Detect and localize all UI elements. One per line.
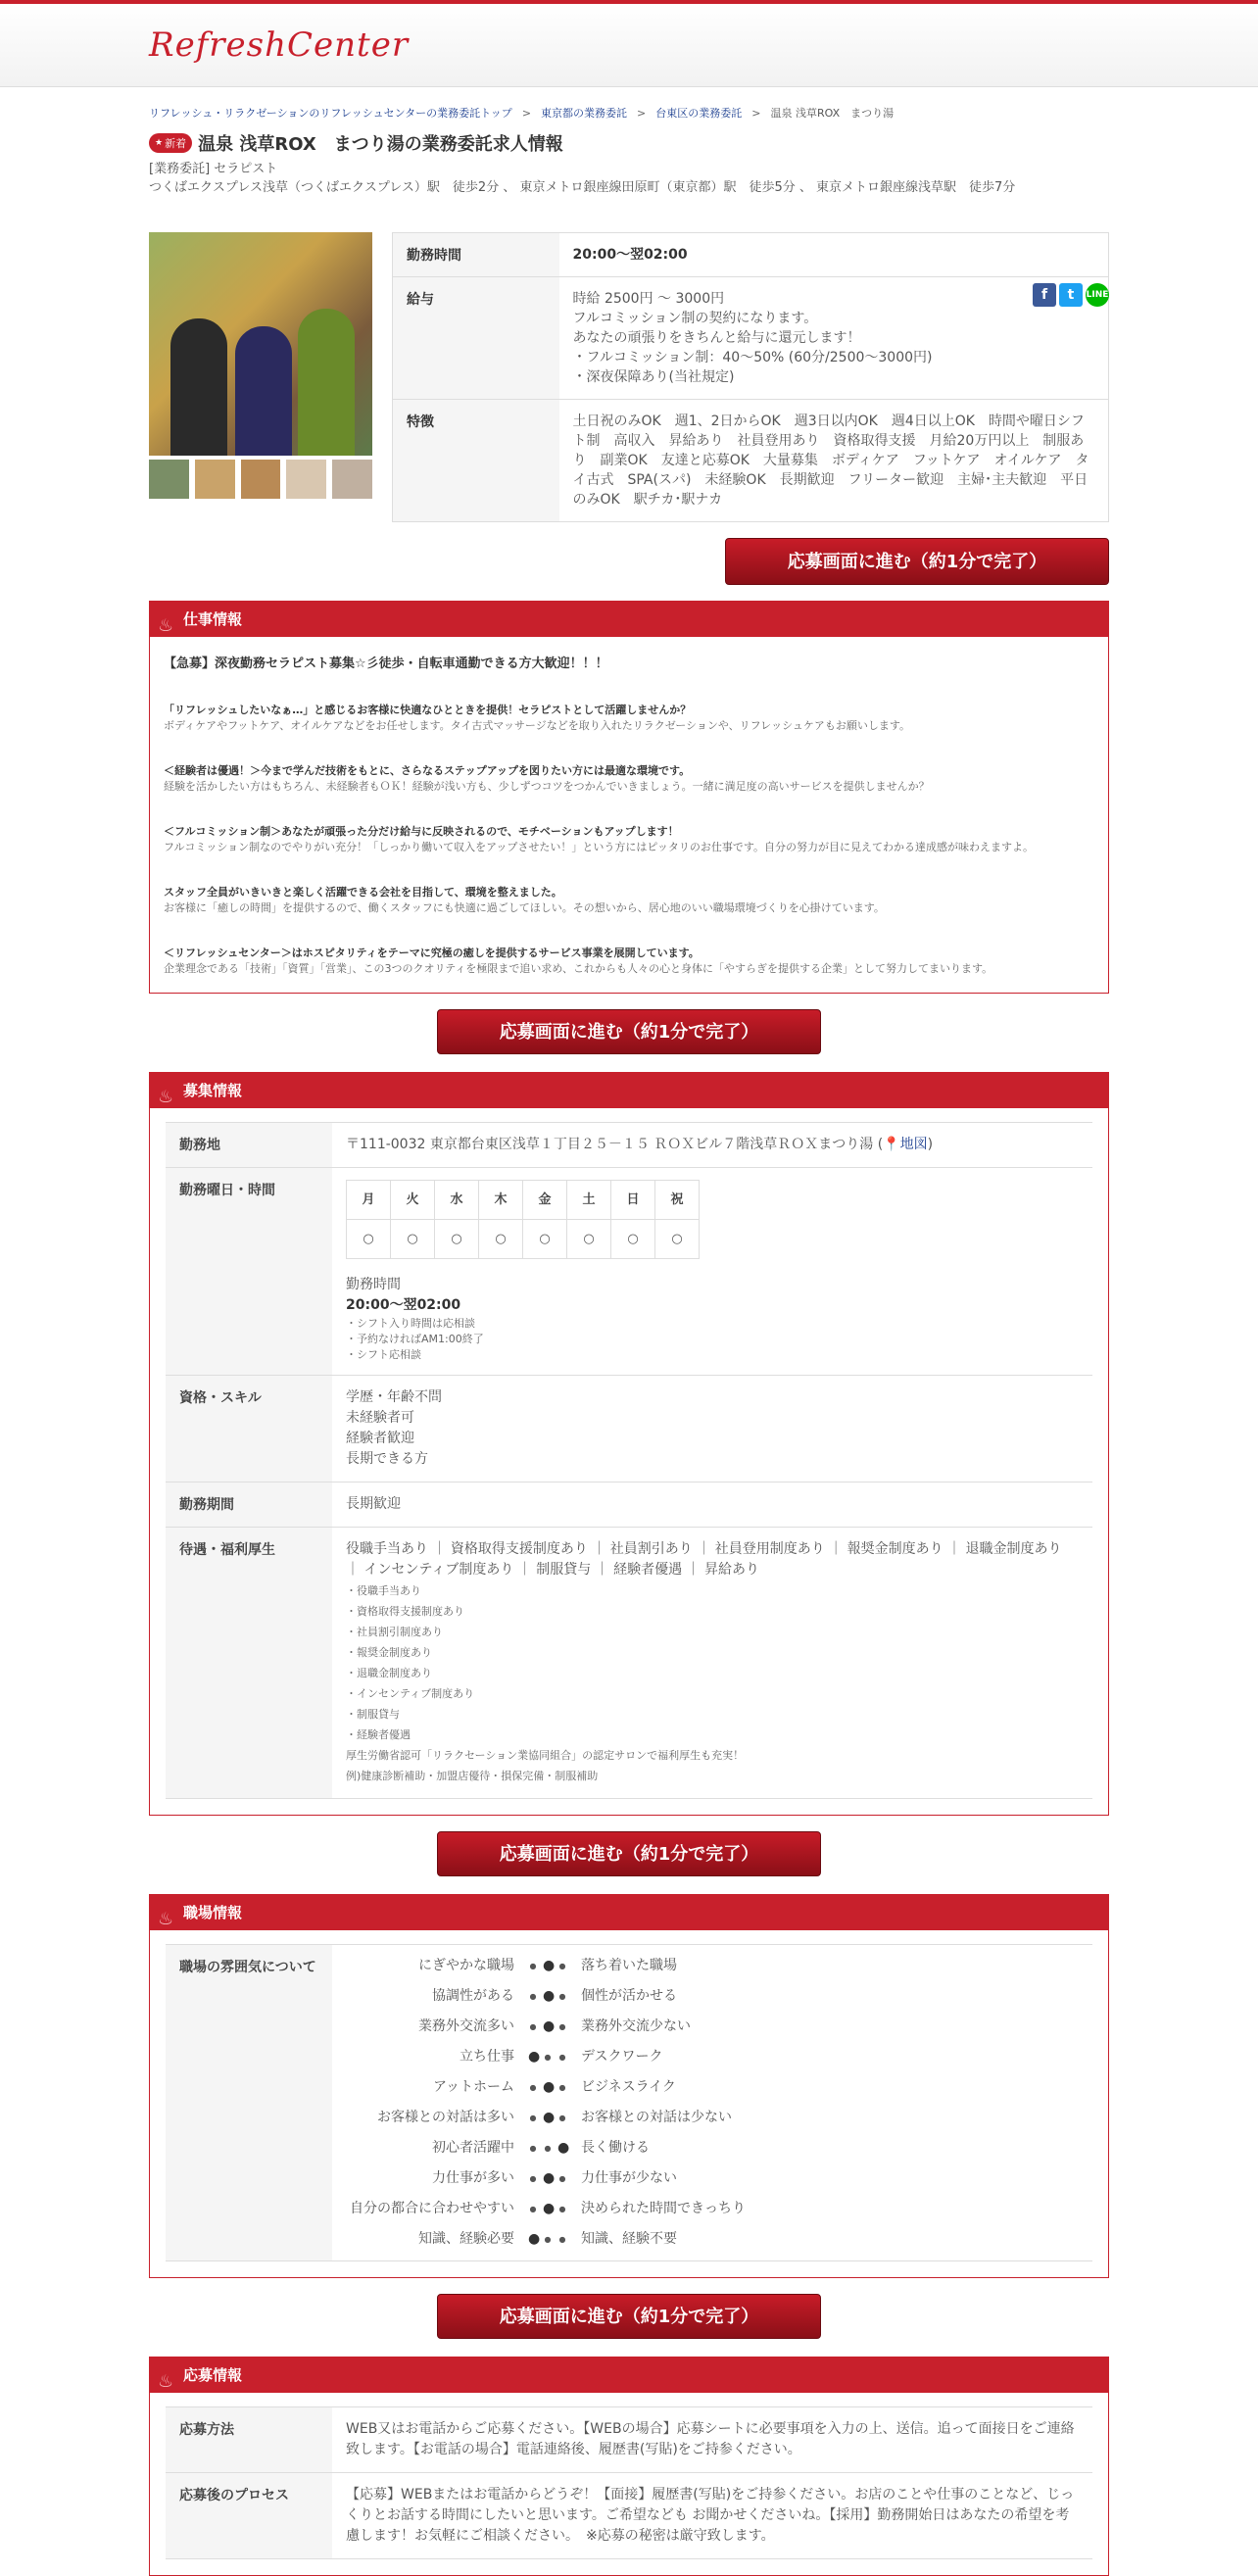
new-badge: ★ 新着 (149, 133, 192, 153)
atmosphere-right-label: 力仕事が少ない (581, 2170, 677, 2186)
dot-selected-icon: ● (543, 2170, 556, 2186)
atmosphere-left-label: 知識、経験必要 (418, 2231, 514, 2247)
hours-title: 勤務時間 (346, 1277, 401, 1292)
atmosphere-row (346, 2103, 1079, 2133)
dot-icon: ● (529, 2083, 537, 2092)
apply-button-job[interactable]: 応募画面に進む（約1分で完了） (437, 1009, 821, 1054)
job-info-section (149, 601, 1109, 994)
apply-button-top[interactable]: 応募画面に進む（約1分で完了） (725, 538, 1109, 585)
dot-selected-icon: ● (528, 2049, 541, 2065)
dot-icon: ● (529, 2174, 537, 2183)
section-icon: ♨ (158, 1087, 174, 1107)
atmosphere-dots (514, 1986, 581, 2007)
atmosphere-right-label: デスクワーク (581, 2049, 663, 2065)
atmosphere-left-label: 立ち仕事 (460, 2049, 514, 2065)
thumbnail-1[interactable] (149, 460, 189, 499)
breadcrumb: リフレッシュ・リラクゼーションのリフレッシュセンターの業務委託トップ > 東京都の業務委託 > 台東区の業務委託 > 温泉 浅草ROX まつり湯 (149, 107, 895, 120)
thumbnail-4[interactable] (286, 460, 326, 499)
skill-value: 学歴・年齢不問 未経験者可 経験者歓迎 長期できる方 (332, 1376, 1092, 1482)
access-info: つくばエクスプレス浅草（つくばエクスプレス）駅 徒歩2分 、 東京メトロ銀座線田原町（東京都）駅 徒歩5分 、 東京メトロ銀座線浅草駅 徒歩7分 (149, 180, 1016, 195)
dot-icon: ● (558, 2053, 566, 2062)
dot-selected-icon: ● (528, 2231, 541, 2247)
atmosphere-dots (514, 2077, 581, 2098)
atmosphere-left-label: 初心者活躍中 (432, 2140, 514, 2156)
dot-icon: ● (558, 1992, 566, 2001)
photo-gallery (149, 232, 372, 522)
pay-label: 給与 (393, 277, 559, 400)
method-label: 応募方法 (166, 2407, 332, 2473)
application-heading: ♨ 応募情報 (150, 2357, 1108, 2393)
job-category: [業務委託] セラピスト (149, 162, 278, 176)
dot-icon: ● (529, 2144, 537, 2153)
dot-icon: ● (558, 2114, 566, 2122)
atmosphere-label: 職場の雰囲気について (166, 1945, 332, 2261)
atmosphere-right-label: 個性が活かせる (581, 1988, 677, 2004)
atmosphere-right-label: お客様との対話は少ない (581, 2110, 732, 2125)
breadcrumb-top[interactable]: リフレッシュ・リラクゼーションのリフレッシュセンターの業務委託トップ (149, 107, 512, 120)
benefits-label: 待遇・福利厚生 (166, 1528, 332, 1799)
dot-icon: ● (544, 2235, 552, 2244)
breadcrumb-tokyo[interactable]: 東京都の業務委託 (541, 107, 628, 120)
dot-icon: ● (529, 2205, 537, 2213)
atmosphere-right-label: 長く働ける (581, 2140, 650, 2156)
site-header (0, 4, 1258, 87)
dot-icon: ● (558, 2205, 566, 2213)
thumbnail-5[interactable] (332, 460, 372, 499)
atmosphere-left-label: 自分の都合に合わせやすい (350, 2201, 514, 2216)
atmosphere-left-label: お客様との対話は多い (377, 2110, 514, 2125)
atmosphere-dots (514, 2229, 581, 2250)
atmosphere-dots (514, 2047, 581, 2067)
dot-selected-icon: ● (543, 2018, 556, 2034)
dot-icon: ● (558, 2022, 566, 2031)
atmosphere-right-label: 業務外交流少ない (581, 2018, 691, 2034)
atmosphere-dots (514, 1956, 581, 1976)
job-paragraph: ＜経験者は優遇！＞今まで学んだ技術をもとに、さらなるステップアップを図りたい方には最適な環境です。 経験を活かしたい方はもちろん、未経験者もＯＫ！経験が浅い方も、少しずつコツをつかんでいきましょう。一緒に満足度の高いサービスを提供しませんか？ (164, 764, 930, 793)
summary-table (392, 232, 1109, 522)
dot-icon: ● (529, 2114, 537, 2122)
dot-icon: ● (529, 2022, 537, 2031)
section-icon: ♨ (158, 1909, 174, 1929)
page-title: 温泉 浅草ROX まつり湯の業務委託求人情報 (198, 134, 563, 155)
breadcrumb-current: 温泉 浅草ROX まつり湯 (770, 107, 895, 120)
atmosphere-row (346, 1951, 1079, 1981)
period-value: 長期歓迎 (332, 1482, 1092, 1528)
atmosphere-dots (514, 2017, 581, 2037)
pay-value: 時給 2500円 ～ 3000円 フルコミッション制の契約になります。 あなたの頑張りをきちんと給与に還元します！ ・フルコミッション制：40～50% (60分/2500～3000円) ・深夜保障あり(当社規定) (559, 277, 1109, 400)
workplace-heading: ♨ 職場情報 (150, 1895, 1108, 1930)
section-icon: ♨ (158, 615, 174, 636)
apply-button-workplace[interactable]: 応募画面に進む（約1分で完了） (437, 2294, 821, 2339)
atmosphere-dots (514, 2108, 581, 2128)
line-icon[interactable]: LINE (1086, 283, 1109, 307)
site-logo[interactable]: RefreshCenter (149, 25, 410, 65)
period-label: 勤務期間 (166, 1482, 332, 1528)
dot-icon: ● (529, 1992, 537, 2001)
dot-selected-icon: ● (557, 2140, 570, 2156)
social-share (1033, 283, 1109, 307)
thumbnail-3[interactable] (241, 460, 281, 499)
weekday-table: 月 火 水 木 金 土 日 祝 ○ ○ ○ ○ ○ ○ ○ ○ (346, 1180, 700, 1259)
atmosphere-left-label: アットホーム (432, 2079, 514, 2095)
thumbnail-2[interactable] (195, 460, 235, 499)
benefits-value: 役職手当あり ｜ 資格取得支援制度あり ｜ 社員割引あり ｜ 社員登用制度あり ｜ 報奨金制度あり ｜ 退職金制度あり ｜ インセンティブ制度あり ｜ 制服貸与 ｜ 経験者優遇 ｜ 昇給あり ・役職手当あり ・資格取得支援制度あり ・社員割引制度あり ・報奨金制度あり ・退職金制度あり ・インセンティブ制度あり ・制服貸与 ・経験者優遇 厚生労働省認可「リラクセーション業協同組合」の認定サロンで福利厚生も充実！ 例)健康診断補助・加盟店優待・損保完備・制服補助 (332, 1528, 1092, 1799)
atmosphere-dots (514, 2138, 581, 2159)
atmosphere-row (346, 2012, 1079, 2042)
dot-icon: ● (558, 1962, 566, 1970)
atmosphere-right-label: 決められた時間できっちり (581, 2201, 746, 2216)
hours-time: 20:00～翌02:00 (346, 1297, 461, 1313)
dot-icon: ● (558, 2174, 566, 2183)
days-label: 勤務曜日・時間 (166, 1168, 332, 1376)
main-photo[interactable] (149, 232, 372, 456)
atmosphere-row (346, 2042, 1079, 2072)
recruit-section: ♨ 募集情報 勤務地 〒111-0032 東京都台東区浅草１丁目２５－１５ ＲＯＸビル７階浅草ＲＯＸまつり湯 (📍地図) 勤務曜日・時間 月 火 水 木 金 土 日 祝 ○ ○ ○ ○ ○ ○ ○ ○ 勤務時間 20:00～翌02:00 ・シフト入り時間は応相談 ・予約なければAM1:00終了 ・シフト応相談 資格・スキル 学歴・年齢不問 未経験者可 経験者歓迎 長期できる方 勤務期間 長期歓迎 待遇・福利厚生 役職手当あり ｜ 資格取得支援制度あり ｜ 社員割引あり ｜ 社員登用制度あり ｜ 報奨金制度あり ｜ 退職金制度あり ｜ インセンティブ制度あり ｜ 制服貸与 ｜ 経験者優遇 ｜ 昇給あり ・役職手当あり ・資格取得支援制度あり ・社員割引制度あり ・報奨金制度あり ・退職金制度あり ・インセンティブ制度あり ・制服貸与 ・経験者優遇 厚生労働省認可「リラクセーション業協同組合」の認定サロンで福利厚生も充実！ 例)健康診断補助・加盟店優待・損保完備・制服補助 (149, 1072, 1109, 1816)
process-label: 応募後のプロセス (166, 2473, 332, 2559)
map-pin-icon: 📍 (883, 1137, 900, 1152)
workplace-section (149, 1894, 1109, 2278)
process-value: 【応募】WEBまたはお電話からどうぞ！【面接】履歴書(写貼)をご持参ください。お店のことや仕事のことなど、じっくりとお話する時間にしたいと思います。ご希望なども お聞かせくださいね。【採用】勤務開始日はあなたの希望を考慮します！お気軽にご相談ください。 ※応募の秘密は厳守致します。 (332, 2473, 1092, 2559)
dot-selected-icon: ● (543, 1958, 556, 1973)
application-section (149, 2357, 1109, 2576)
dot-icon: ● (558, 2083, 566, 2092)
dot-icon: ● (558, 2235, 566, 2244)
job-paragraph: ＜リフレッシュセンター＞はホスピタリティをテーマに究極の癒しを提供するサービス事業を展開しています。 企業理念である「技術」「資質」「営業」、この3つのクオリティを極限まで追い求め、これからも人々の心と身体に「やすらぎを提供する企業」として努力してまいります。 (164, 947, 993, 975)
atmosphere-left-label: 業務外交流多い (418, 2018, 514, 2034)
breadcrumb-taito[interactable]: 台東区の業務委託 (655, 107, 743, 120)
hours-label: 勤務時間 (393, 233, 559, 277)
map-link[interactable]: 地図 (899, 1137, 928, 1152)
atmosphere-row (346, 2072, 1079, 2103)
hours-value: 20:00～翌02:00 (559, 233, 1109, 277)
dot-icon: ● (544, 2053, 552, 2062)
atmosphere-right-label: 知識、経験不要 (581, 2231, 677, 2247)
atmosphere-scale (332, 1945, 1092, 2261)
job-paragraph: 「リフレッシュしたいなぁ…」と感じるお客様に快適なひとときを提供！セラピストとして活躍しませんか？ ボディケアやフットケア、オイルケアなどをお任せします。タイ古式マッサージなどを取り入れたリラクゼーションや、リフレッシュケアもお願いします。 (164, 704, 910, 732)
job-info-heading: ♨ 仕事情報 (150, 602, 1108, 637)
apply-button-recruit[interactable]: 応募画面に進む（約1分で完了） (437, 1831, 821, 1876)
dot-selected-icon: ● (543, 2079, 556, 2095)
method-value: WEB又はお電話からご応募ください。【WEBの場合】応募シートに必要事項を入力の上、送信。追って面接日をご連絡致します。【お電話の場合】電話連絡後、履歴書(写貼)をご持参ください。 (332, 2407, 1092, 2473)
atmosphere-left-label: 協調性がある (432, 1988, 514, 2004)
dot-selected-icon: ● (543, 1988, 556, 2004)
atmosphere-right-label: 落ち着いた職場 (581, 1958, 677, 1973)
features-label: 特徴 (393, 400, 559, 522)
atmosphere-left-label: 力仕事が多い (432, 2170, 514, 2186)
atmosphere-row (346, 2133, 1079, 2163)
atmosphere-dots (514, 2199, 581, 2219)
atmosphere-dots (514, 2168, 581, 2189)
atmosphere-row (346, 2163, 1079, 2194)
atmosphere-row (346, 1981, 1079, 2012)
job-paragraph: スタッフ全員がいきいきと楽しく活躍できる会社を目指して、環境を整えました。 お客様に「癒しの時間」を提供するので、働くスタッフにも快適に過ごしてほしい。その想いから、居心地のいい職場環境づくりを心掛けています。 (164, 886, 885, 914)
features-value: 土日祝のみOK 週1、2日からOK 週3日以内OK 週4日以上OK 時間や曜日シフト制 高収入 昇給あり 社員登用あり 資格取得支援 月給20万円以上 制服あり 副業OK 友達と応募OK 大量募集 ボディケア フットケア オイルケア タイ古式 SPA(スパ) 未経験OK 長期歓迎 フリーター歓迎 主婦･主夫歓迎 平日のみOK 駅チカ･駅ナカ (572, 413, 1089, 508)
atmosphere-left-label: にぎやかな職場 (418, 1958, 514, 1973)
facebook-icon[interactable]: f (1033, 283, 1056, 307)
location-label: 勤務地 (166, 1123, 332, 1168)
section-icon: ♨ (158, 2371, 174, 2392)
atmosphere-row (346, 2194, 1079, 2224)
dot-selected-icon: ● (543, 2201, 556, 2216)
star-icon: ★ (155, 138, 164, 148)
skill-label: 資格・スキル (166, 1376, 332, 1482)
atmosphere-row (346, 2224, 1079, 2255)
job-lead: 【急募】深夜勤務セラピスト募集☆彡徒歩・自転車通勤できる方大歓迎！！！ (164, 656, 608, 671)
dot-icon: ● (529, 1962, 537, 1970)
location-value: 〒111-0032 東京都台東区浅草１丁目２５－１５ ＲＯＸビル７階浅草ＲＯＸまつり湯 (📍地図) (332, 1123, 1092, 1168)
atmosphere-right-label: ビジネスライク (581, 2079, 676, 2095)
job-paragraph: ＜フルコミッション制＞あなたが頑張った分だけ給与に反映されるので、モチベーションもアップします！ フルコミッション制なのでやりがい充分！「しっかり働いて収入をアップさせたい！」という方にはピッタリのお仕事です。自分の努力が目に見えてわかる達成感が味わえますよ。 (164, 825, 1035, 853)
dot-selected-icon: ● (543, 2110, 556, 2125)
dot-icon: ● (544, 2144, 552, 2153)
twitter-icon[interactable]: t (1059, 283, 1083, 307)
recruit-heading: ♨ 募集情報 (150, 1073, 1108, 1108)
